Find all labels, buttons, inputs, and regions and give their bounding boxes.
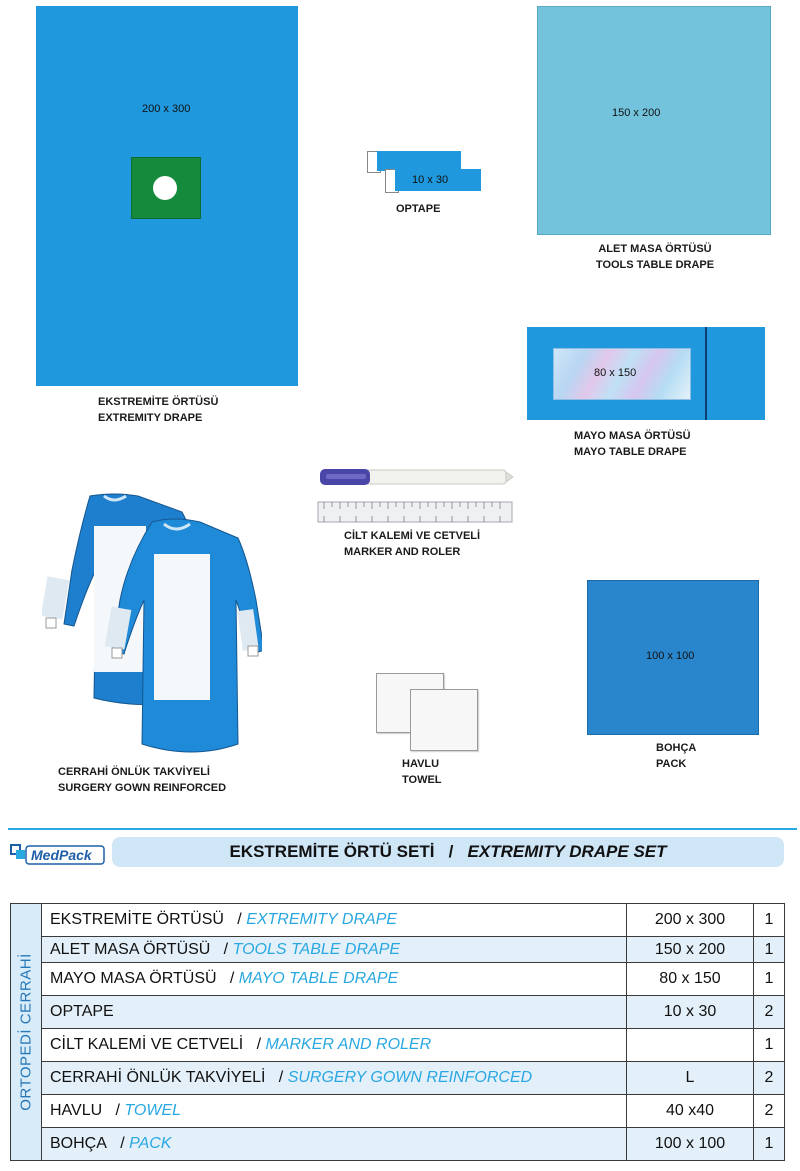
item-name-cell: CİLT KALEMİ VE CETVELİ / MARKER AND ROLER xyxy=(42,1029,627,1062)
mayo-table-drape-size: 80 x 150 xyxy=(594,367,637,379)
item-size-cell xyxy=(627,1029,754,1062)
item-qty-cell: 1 xyxy=(754,1128,785,1161)
marker-and-ruler-caption: CİLT KALEMİ VE CETVELİ MARKER AND ROLER xyxy=(344,530,481,558)
item-name-cell: ALET MASA ÖRTÜSÜ / TOOLS TABLE DRAPE xyxy=(42,937,627,963)
extremity-drape-caption: EKSTREMİTE ÖRTÜSÜ EXTREMITY DRAPE xyxy=(98,396,219,424)
optape-size: 10 x 30 xyxy=(412,174,449,186)
table-row xyxy=(11,1062,785,1095)
table-row xyxy=(11,1095,785,1128)
item-size-cell: 200 x 300 xyxy=(627,904,754,937)
marker-and-ruler-illustration xyxy=(316,466,514,526)
item-name-cell: BOHÇA / PACK xyxy=(42,1128,627,1161)
optape-caption: OPTAPE xyxy=(396,203,441,215)
item-size-cell: 150 x 200 xyxy=(627,937,754,963)
tools-table-drape-size: 150 x 200 xyxy=(612,107,661,119)
table-row xyxy=(11,1029,785,1062)
item-name-cell: HAVLU / TOWEL xyxy=(42,1095,627,1128)
contents-table xyxy=(10,903,785,1163)
table-row xyxy=(11,963,785,996)
item-size-cell: 10 x 30 xyxy=(627,996,754,1029)
item-size-cell: L xyxy=(627,1062,754,1095)
item-qty-cell: 1 xyxy=(754,963,785,996)
item-name-cell: OPTAPE xyxy=(42,996,627,1029)
pack-caption: BOHÇA PACK xyxy=(656,742,697,770)
towel-front xyxy=(410,689,478,751)
svg-text:MedPack: MedPack xyxy=(31,847,92,863)
table-row xyxy=(11,904,785,937)
item-qty-cell: 2 xyxy=(754,1062,785,1095)
item-size-cell: 100 x 100 xyxy=(627,1128,754,1161)
set-title: EKSTREMİTE ÖRTÜ SETİ / EXTREMITY DRAPE SET xyxy=(229,842,667,861)
tools-table-drape-caption: ALET MASA ÖRTÜSÜ TOOLS TABLE DRAPE xyxy=(595,243,715,271)
item-name-cell: CERRAHİ ÖNLÜK TAKVİYELİ / SURGERY GOWN REINFORCED xyxy=(42,1062,627,1095)
item-name-cell: MAYO MASA ÖRTÜSÜ / MAYO TABLE DRAPE xyxy=(42,963,627,996)
tools-table-drape-illustration xyxy=(537,6,771,235)
extremity-drape-hole xyxy=(153,176,177,200)
mayo-table-drape-caption: MAYO MASA ÖRTÜSÜ MAYO TABLE DRAPE xyxy=(574,430,691,458)
category-side-label: ORTOPEDİ CERRAHİ xyxy=(11,904,42,1161)
item-size-cell: 40 x40 xyxy=(627,1095,754,1128)
item-qty-cell: 1 xyxy=(754,1029,785,1062)
section-divider xyxy=(8,828,797,830)
item-qty-cell: 1 xyxy=(754,904,785,937)
table-row xyxy=(11,1128,785,1161)
surgery-gown-illustration xyxy=(42,490,262,760)
item-qty-cell: 2 xyxy=(754,996,785,1029)
item-qty-cell: 2 xyxy=(754,1095,785,1128)
item-size-cell: 80 x 150 xyxy=(627,963,754,996)
table-row xyxy=(11,996,785,1029)
item-name-cell: EKSTREMİTE ÖRTÜSÜ / EXTREMITY DRAPE xyxy=(42,904,627,937)
table-row xyxy=(11,937,785,963)
surgery-gown-caption: CERRAHİ ÖNLÜK TAKVİYELİ SURGERY GOWN REINFORCED xyxy=(58,766,227,794)
towel-caption: HAVLU TOWEL xyxy=(402,758,442,786)
extremity-drape-size: 200 x 300 xyxy=(142,103,191,115)
mayo-table-drape-fold xyxy=(705,327,707,420)
item-qty-cell: 1 xyxy=(754,937,785,963)
pack-size: 100 x 100 xyxy=(646,650,695,662)
medpack-logo xyxy=(10,842,106,866)
